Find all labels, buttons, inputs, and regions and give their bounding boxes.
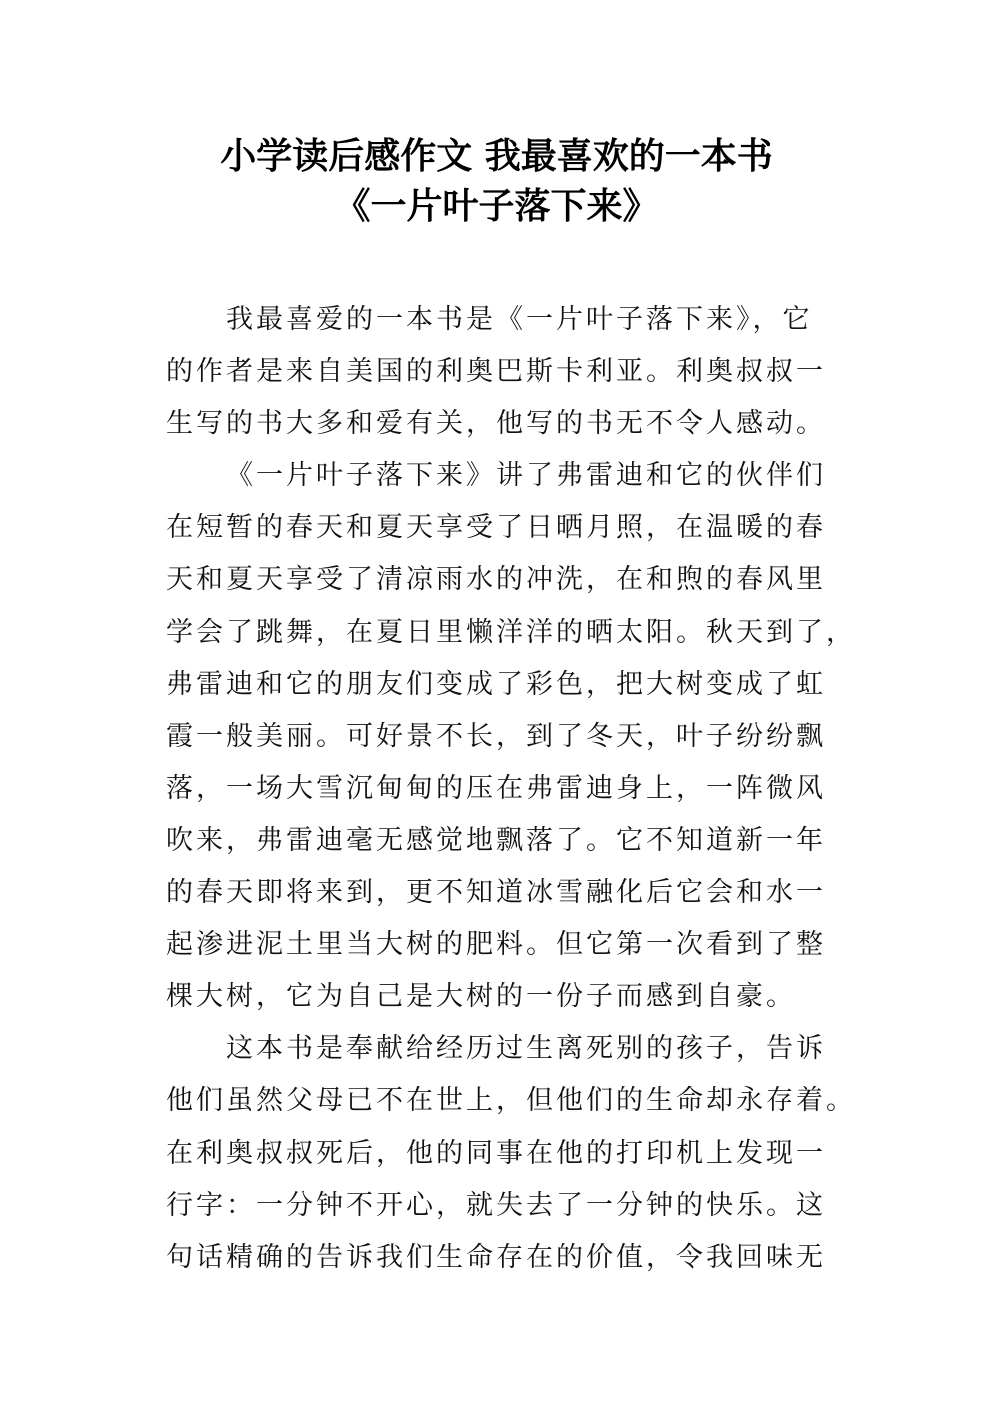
- text-line: 《一片叶子落下来》讲了弗雷迪和它的伙伴们: [226, 460, 826, 492]
- paragraph: [166, 1023, 866, 1283]
- text-line: 棵大树，它为自己是大树的一份子而感到自豪。: [166, 981, 796, 1013]
- document-title-line-1: 小学读后感作文 我最喜欢的一本书: [220, 136, 773, 177]
- text-line: 的作者是来自美国的利奥巴斯卡利亚。利奥叔叔一: [166, 356, 826, 388]
- text-line: 的春天即将来到，更不知道冰雪融化后它会和水一: [166, 877, 826, 909]
- text-line: 弗雷迪和它的朋友们变成了彩色，把大树变成了虹: [166, 668, 826, 700]
- text-line: 他们虽然父母已不在世上，但他们的生命却永存着。: [166, 1085, 856, 1117]
- text-line: 霞一般美丽。可好景不长，到了冬天，叶子纷纷飘: [166, 720, 826, 752]
- text-line: 起渗进泥土里当大树的肥料。但它第一次看到了整: [166, 929, 826, 961]
- text-line: 在短暂的春天和夏天享受了日晒月照，在温暖的春: [166, 512, 826, 544]
- text-line: 生写的书大多和爱有关，他写的书无不令人感动。: [166, 408, 826, 440]
- text-line: 学会了跳舞，在夏日里懒洋洋的晒太阳。秋天到了，: [166, 616, 856, 648]
- text-line: 吹来，弗雷迪毫无感觉地飘落了。它不知道新一年: [166, 824, 826, 856]
- text-line: 天和夏天享受了清凉雨水的冲洗，在和煦的春风里: [166, 564, 826, 596]
- text-line: 在利奥叔叔死后，他的同事在他的打印机上发现一: [166, 1137, 826, 1169]
- text-line: 落，一场大雪沉甸甸的压在弗雷迪身上，一阵微风: [166, 772, 826, 804]
- text-line: 行字：一分钟不开心，就失去了一分钟的快乐。这: [166, 1189, 826, 1221]
- paragraph: [166, 294, 866, 450]
- text-line: 我最喜爱的一本书是《一片叶子落下来》，它: [226, 304, 813, 335]
- text-line: 句话精确的告诉我们生命存在的价值，令我回味无: [166, 1241, 826, 1273]
- document-body: [166, 294, 866, 1284]
- document-title-line-2: 《一片叶子落下来》: [334, 186, 659, 227]
- paragraph: [166, 450, 866, 1023]
- text-line: 这本书是奉献给经历过生离死别的孩子，告诉: [226, 1033, 826, 1065]
